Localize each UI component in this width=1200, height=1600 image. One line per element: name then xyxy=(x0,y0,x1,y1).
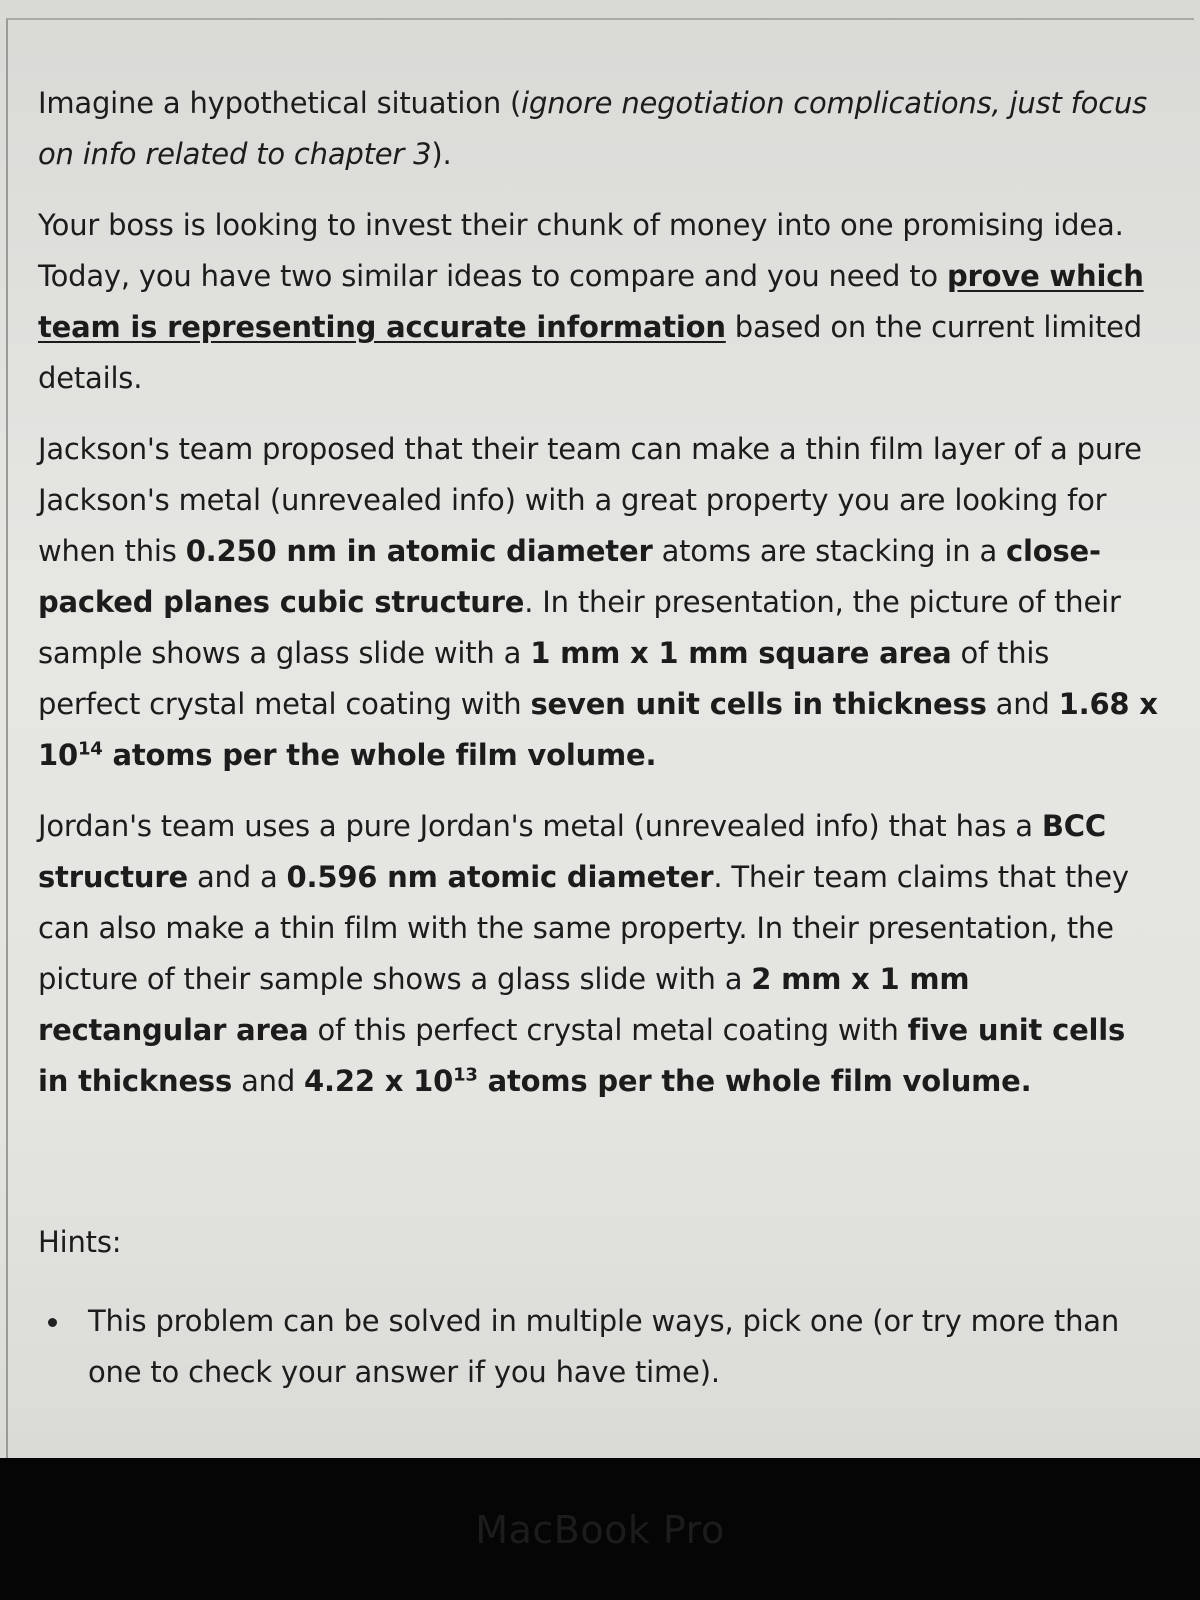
jordan-area: 2 mm x 1 mm rectangular area xyxy=(38,962,970,1047)
laptop-bezel xyxy=(0,1458,1200,1600)
jackson-paragraph xyxy=(38,424,1158,781)
hints-list xyxy=(38,1296,1158,1398)
jackson-atom-count-base: 1.68 x 10 xyxy=(38,687,1158,772)
jackson-thickness: seven unit cells in thickness xyxy=(530,687,987,721)
jackson-area: 1 mm x 1 mm square area xyxy=(530,636,952,670)
task-text-end: based on the current limited details. xyxy=(38,310,1142,395)
jordan-atom-count-base: 4.22 x 10 xyxy=(304,1064,454,1098)
jackson-structure: close-packed planes cubic structure xyxy=(38,534,1101,619)
jordan-text-2: and a xyxy=(187,860,287,894)
jordan-atomic-diameter: 0.596 nm atomic diameter xyxy=(286,860,714,894)
hint-item: This problem can be solved in multiple ways, pick one (or try more than one to check your answer if you have time). xyxy=(88,1296,1158,1398)
jordan-text-5: and xyxy=(232,1064,305,1098)
jackson-text-1: Jackson's team proposed that their team can make a thin film layer of a pure Jackson's metal (unrevealed info) with a great property you are looking for when this xyxy=(38,432,1142,568)
jackson-atom-count-exponent: 14 xyxy=(77,738,103,760)
jackson-text-3: . In their presentation, the picture of their sample shows a glass slide with a xyxy=(38,585,1121,670)
jordan-thickness: five unit cells in thickness xyxy=(38,1013,1126,1098)
jordan-text-1: Jordan's team uses a pure Jordan's metal (unrevealed info) that has a xyxy=(38,809,1042,843)
task-text: Your boss is looking to invest their chunk of money into one promising idea. Today, you have two similar ideas to compare and you need to xyxy=(38,208,1124,293)
question-content xyxy=(38,78,1158,1398)
hints-heading: Hints: xyxy=(38,1225,122,1259)
intro-italic-text: ignore negotiation complications, just focus on info related to chapter 3 xyxy=(38,86,1148,171)
task-paragraph xyxy=(38,200,1158,404)
jackson-text-5: and xyxy=(986,687,1059,721)
jackson-text-4: of this perfect crystal metal coating with xyxy=(38,636,1050,721)
jordan-paragraph xyxy=(38,801,1158,1107)
jackson-text-2: atoms are stacking in a xyxy=(652,534,1007,568)
intro-text: Imagine a hypothetical situation ( xyxy=(38,86,522,120)
jordan-structure: BCC structure xyxy=(38,809,1106,894)
intro-text-end: ). xyxy=(431,137,452,171)
jordan-atom-count-exponent: 13 xyxy=(453,1064,478,1086)
jordan-text-4: of this perfect crystal metal coating with xyxy=(308,1013,908,1047)
jordan-atom-count-tail: atoms per the whole film volume. xyxy=(477,1064,1032,1098)
intro-paragraph xyxy=(38,78,1158,180)
laptop-brand-label: MacBook Pro xyxy=(475,1508,725,1552)
jackson-atomic-diameter: 0.250 nm in atomic diameter xyxy=(185,534,653,568)
jordan-text-3: . Their team claims that they can also make a thin film with the same property. In their presentation, the picture of their sample shows a glass slide with a xyxy=(38,860,1129,996)
task-emphasis: prove which team is representing accurate information xyxy=(38,259,1144,344)
jordan-atom-count xyxy=(304,1064,1031,1098)
jackson-atom-count-tail: atoms per the whole film volume. xyxy=(102,738,657,772)
